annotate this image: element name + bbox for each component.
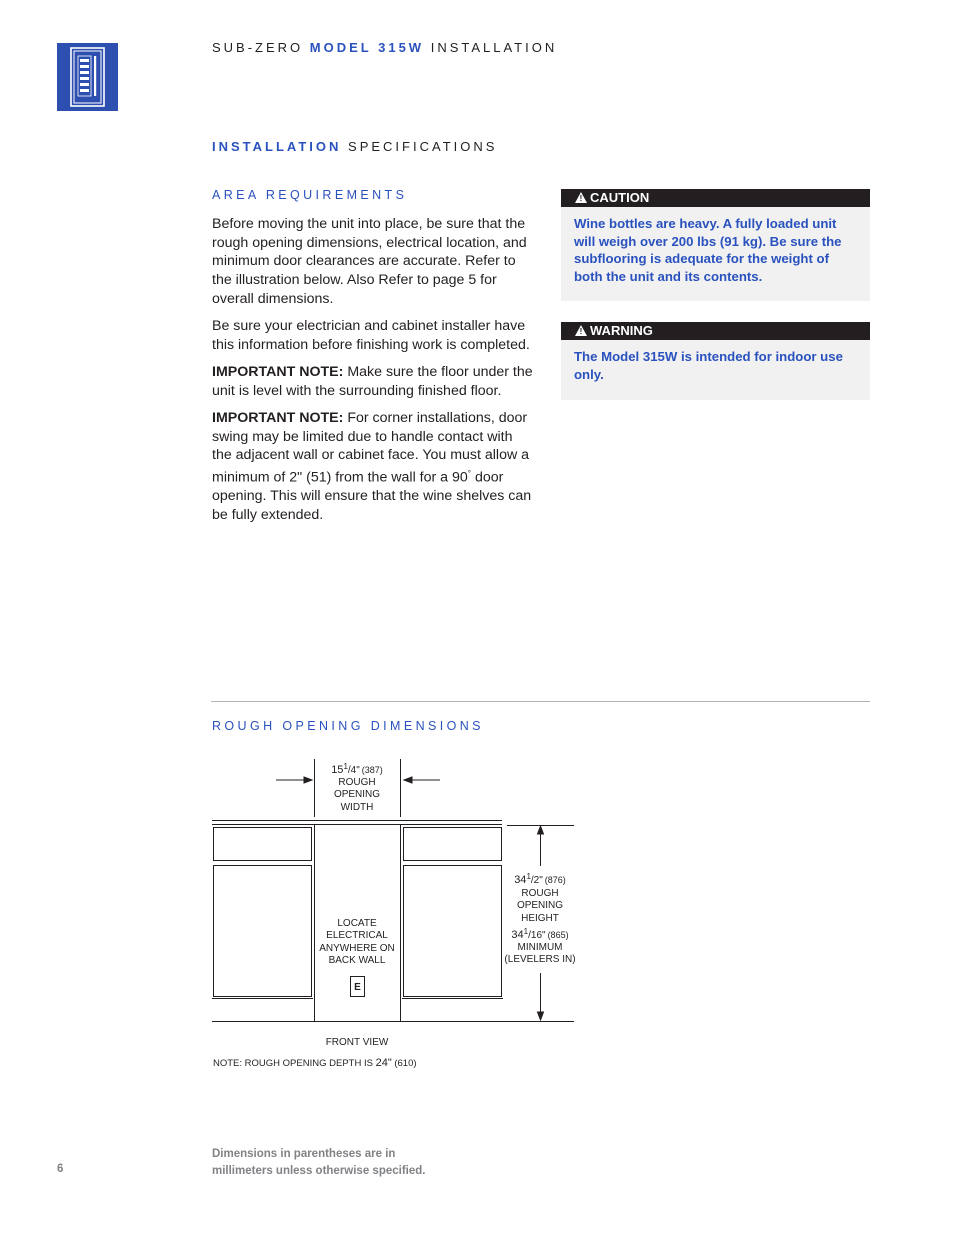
width-label-1: ROUGH bbox=[338, 777, 376, 788]
height-label-1: ROUGH bbox=[521, 888, 559, 899]
footer-note-line-2: millimeters unless otherwise specified. bbox=[212, 1165, 426, 1177]
electrical-label-1: LOCATE bbox=[337, 918, 377, 929]
minimum-height-dimension: $34^1/16$" (865) bbox=[511, 927, 569, 941]
paragraph-4-text-b: door opening. This will ensure that the wine shelves can be fully extended. bbox=[212, 469, 532, 524]
model-name: MODEL 315W bbox=[309, 40, 425, 55]
caution-label: CAUTION bbox=[590, 190, 650, 205]
caution-message: Wine bottles are heavy. A fully loaded unit will weigh over 200 lbs (91 kg). Be sure the subflooring is adequate for the weight of both the unit and its contents. bbox=[574, 216, 842, 284]
paragraph-3-text: Make sure the floor under the unit is level with the surrounding finished floor. bbox=[212, 363, 533, 399]
left-cabinet-drawer bbox=[214, 828, 312, 861]
width-label-3: WIDTH bbox=[340, 802, 374, 813]
left-cabinet-door bbox=[214, 866, 312, 997]
area-requirements-heading: AREA REQUIREMENTS bbox=[212, 188, 408, 202]
exclamation-icon: ! bbox=[579, 194, 583, 203]
warning-message: The Model 315W is intended for indoor use only. bbox=[574, 349, 843, 382]
page-number: 6 bbox=[57, 1163, 64, 1175]
rough-opening-heading: ROUGH OPENING DIMENSIONS bbox=[212, 719, 484, 733]
width-arrow-left-head bbox=[304, 777, 312, 783]
outlet-label: E bbox=[354, 982, 361, 993]
right-cabinet-drawer bbox=[404, 828, 502, 861]
depth-note: NOTE: ROUGH OPENING DEPTH IS 24" (610) bbox=[213, 1057, 417, 1069]
electrical-label-3: ANYWHERE ON bbox=[319, 943, 395, 954]
height-arrow-down-head bbox=[538, 1012, 544, 1020]
width-label-2: OPENING bbox=[333, 789, 381, 800]
section-title-rest: SPECIFICATIONS bbox=[348, 139, 498, 154]
paragraph-1: Before moving the unit into place, be sure that the rough opening dimensions, electrical location, and minimum door clearances are accurate. Refer to the illustration below. Also Refer to page 5 for overall dimensions. bbox=[212, 216, 527, 307]
height-label-2: OPENING bbox=[516, 900, 564, 911]
width-dimension: $15^1/4$" (387) bbox=[331, 762, 383, 776]
minimum-label-1: MINIMUM bbox=[517, 942, 563, 953]
exclamation-icon: ! bbox=[579, 327, 583, 336]
brand-name: SUB-ZERO bbox=[212, 40, 304, 55]
width-arrow-right-head bbox=[404, 777, 412, 783]
header-suffix: INSTALLATION bbox=[430, 40, 558, 55]
paragraph-4-text-a: For corner installations, door swing may be limited due to handle contact with the adjacent wall or cabinet face. You must allow a minimum of 2" (51) from the wall for a 90 bbox=[212, 409, 530, 486]
height-label-3: HEIGHT bbox=[521, 913, 559, 924]
height-dimension: $34^1/2$" (876) bbox=[514, 872, 566, 886]
height-arrow-up-head bbox=[538, 826, 544, 834]
electrical-label-4: BACK WALL bbox=[328, 955, 386, 966]
important-note-label: IMPORTANT NOTE: bbox=[212, 363, 344, 380]
paragraph-2: Be sure your electrician and cabinet installer have this information before finishing work is completed. bbox=[212, 318, 530, 353]
footer-note bbox=[212, 1146, 425, 1180]
important-note-label: IMPORTANT NOTE: bbox=[212, 409, 344, 426]
electrical-label-2: ELECTRICAL bbox=[326, 930, 388, 941]
front-view-label: FRONT VIEW bbox=[325, 1037, 389, 1048]
right-cabinet-door bbox=[404, 866, 502, 997]
warning-label: WARNING bbox=[590, 323, 653, 338]
degree-sign: ° bbox=[467, 468, 471, 478]
footer-note-line-1: Dimensions in parentheses are in bbox=[212, 1148, 396, 1160]
section-title-strong: INSTALLATION bbox=[212, 139, 342, 154]
minimum-label-2: (LEVELERS IN) bbox=[504, 954, 576, 965]
